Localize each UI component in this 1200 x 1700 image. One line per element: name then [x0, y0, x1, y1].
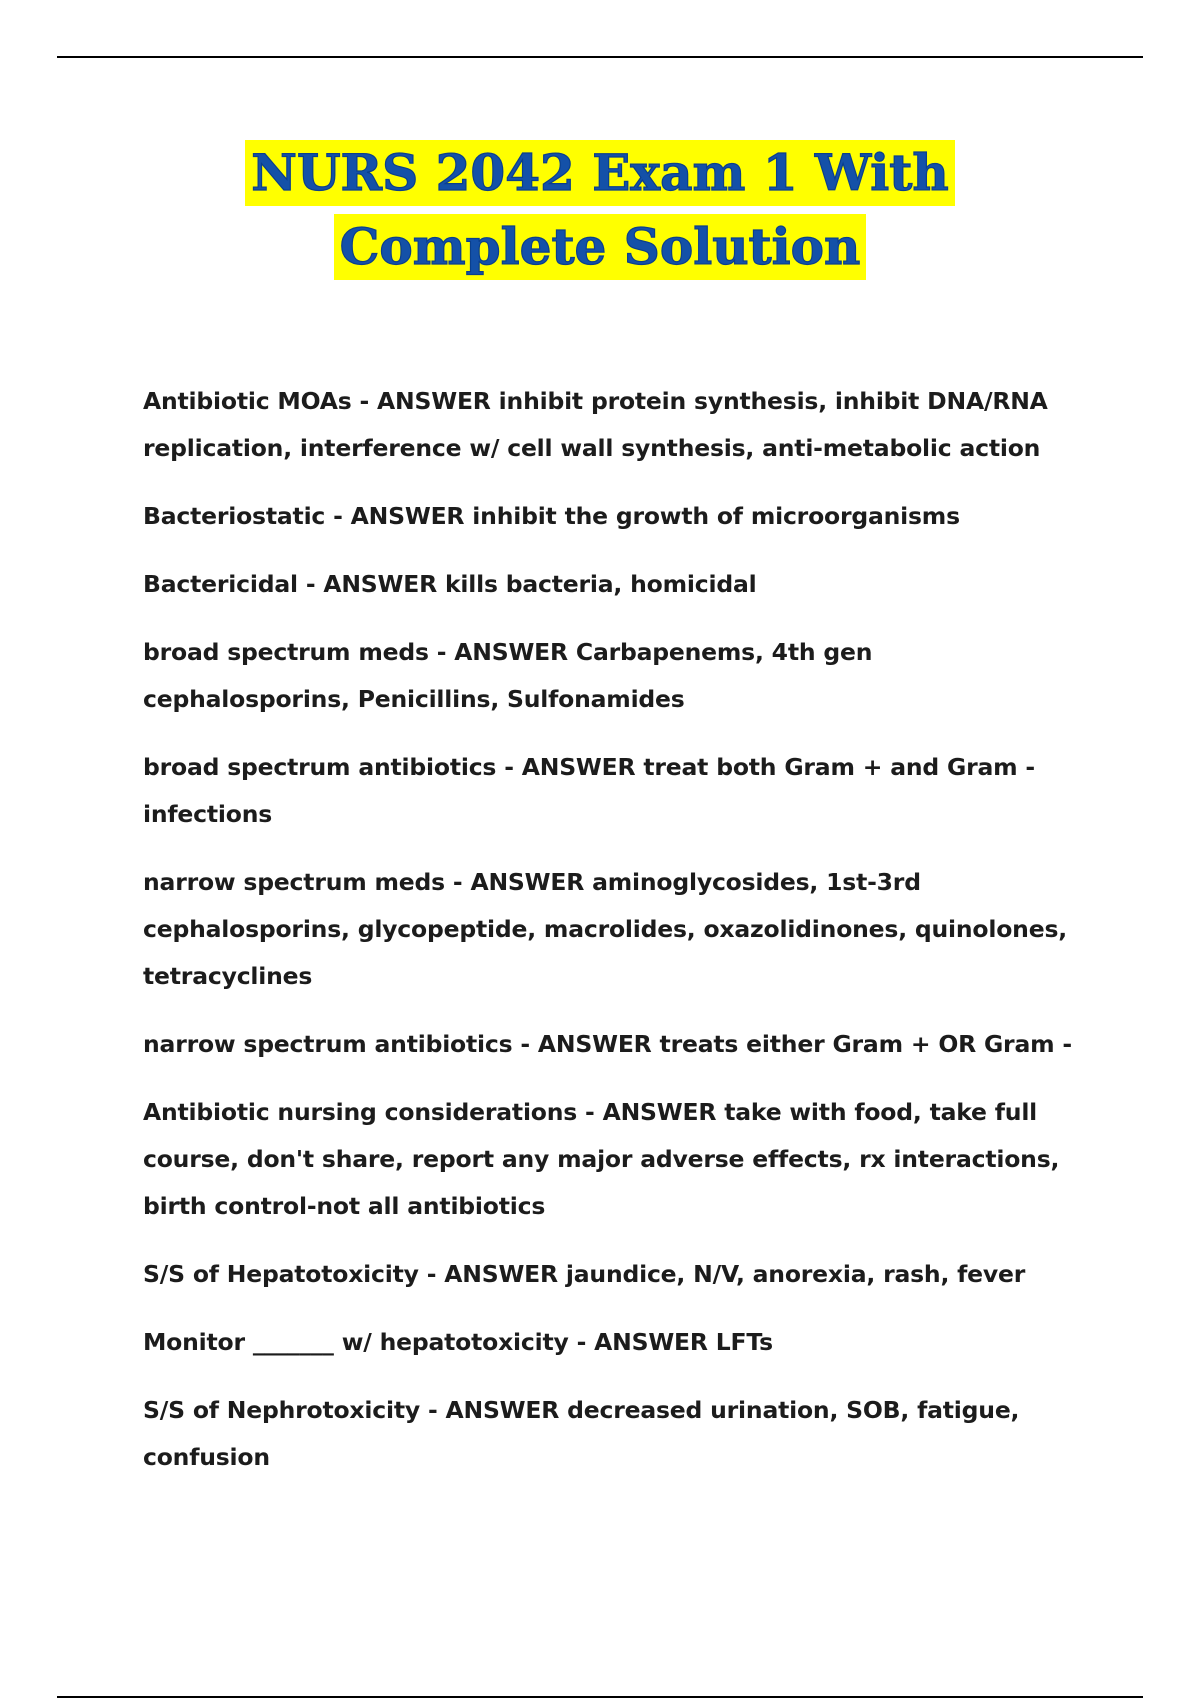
qa-list: [143, 378, 1083, 1502]
bottom-divider: [57, 1696, 1143, 1698]
title-line-1: NURS 2042 Exam 1 With: [245, 140, 955, 206]
qa-item-bacteriostatic: Bacteriostatic - ANSWER inhibit the growth of microorganisms: [143, 502, 960, 530]
qa-item-broad-spectrum-meds: broad spectrum meds - ANSWER Carbapenems, 4th gen cephalosporins, Penicillins, Sulfonamides: [143, 638, 873, 713]
qa-item-nursing-considerations: Antibiotic nursing considerations - ANSWER take with food, take full course, don't share, report any major adverse effects, rx interactions, birth control-not all antibiotics: [143, 1098, 1060, 1220]
qa-item-narrow-spectrum-meds: narrow spectrum meds - ANSWER aminoglycosides, 1st-3rd cephalosporins, glycopeptide, macrolides, oxazolidinones, quinolones, tetracyclines: [143, 868, 1067, 990]
qa-item-broad-spectrum-antibiotics: broad spectrum antibiotics - ANSWER treat both Gram + and Gram - infections: [143, 753, 1035, 828]
qa-item-monitor-hepatotoxicity: Monitor _______ w/ hepatotoxicity - ANSWER LFTs: [143, 1328, 773, 1356]
qa-item-hepatotoxicity-signs: S/S of Hepatotoxicity - ANSWER jaundice, N/V, anorexia, rash, fever: [143, 1260, 1026, 1288]
qa-item-bactericidal: Bactericidal - ANSWER kills bacteria, homicidal: [143, 570, 757, 598]
qa-item-narrow-spectrum-antibiotics: narrow spectrum antibiotics - ANSWER treats either Gram + OR Gram -: [143, 1030, 1072, 1058]
qa-item-nephrotoxicity-signs: S/S of Nephrotoxicity - ANSWER decreased urination, SOB, fatigue, confusion: [143, 1396, 1020, 1471]
top-divider: [57, 56, 1143, 58]
title-line-2: Complete Solution: [334, 214, 867, 280]
document-title: [0, 140, 1200, 280]
qa-item-antibiotic-moas: Antibiotic MOAs - ANSWER inhibit protein synthesis, inhibit DNA/RNA replication, interference w/ cell wall synthesis, anti-metabolic action: [143, 387, 1048, 462]
